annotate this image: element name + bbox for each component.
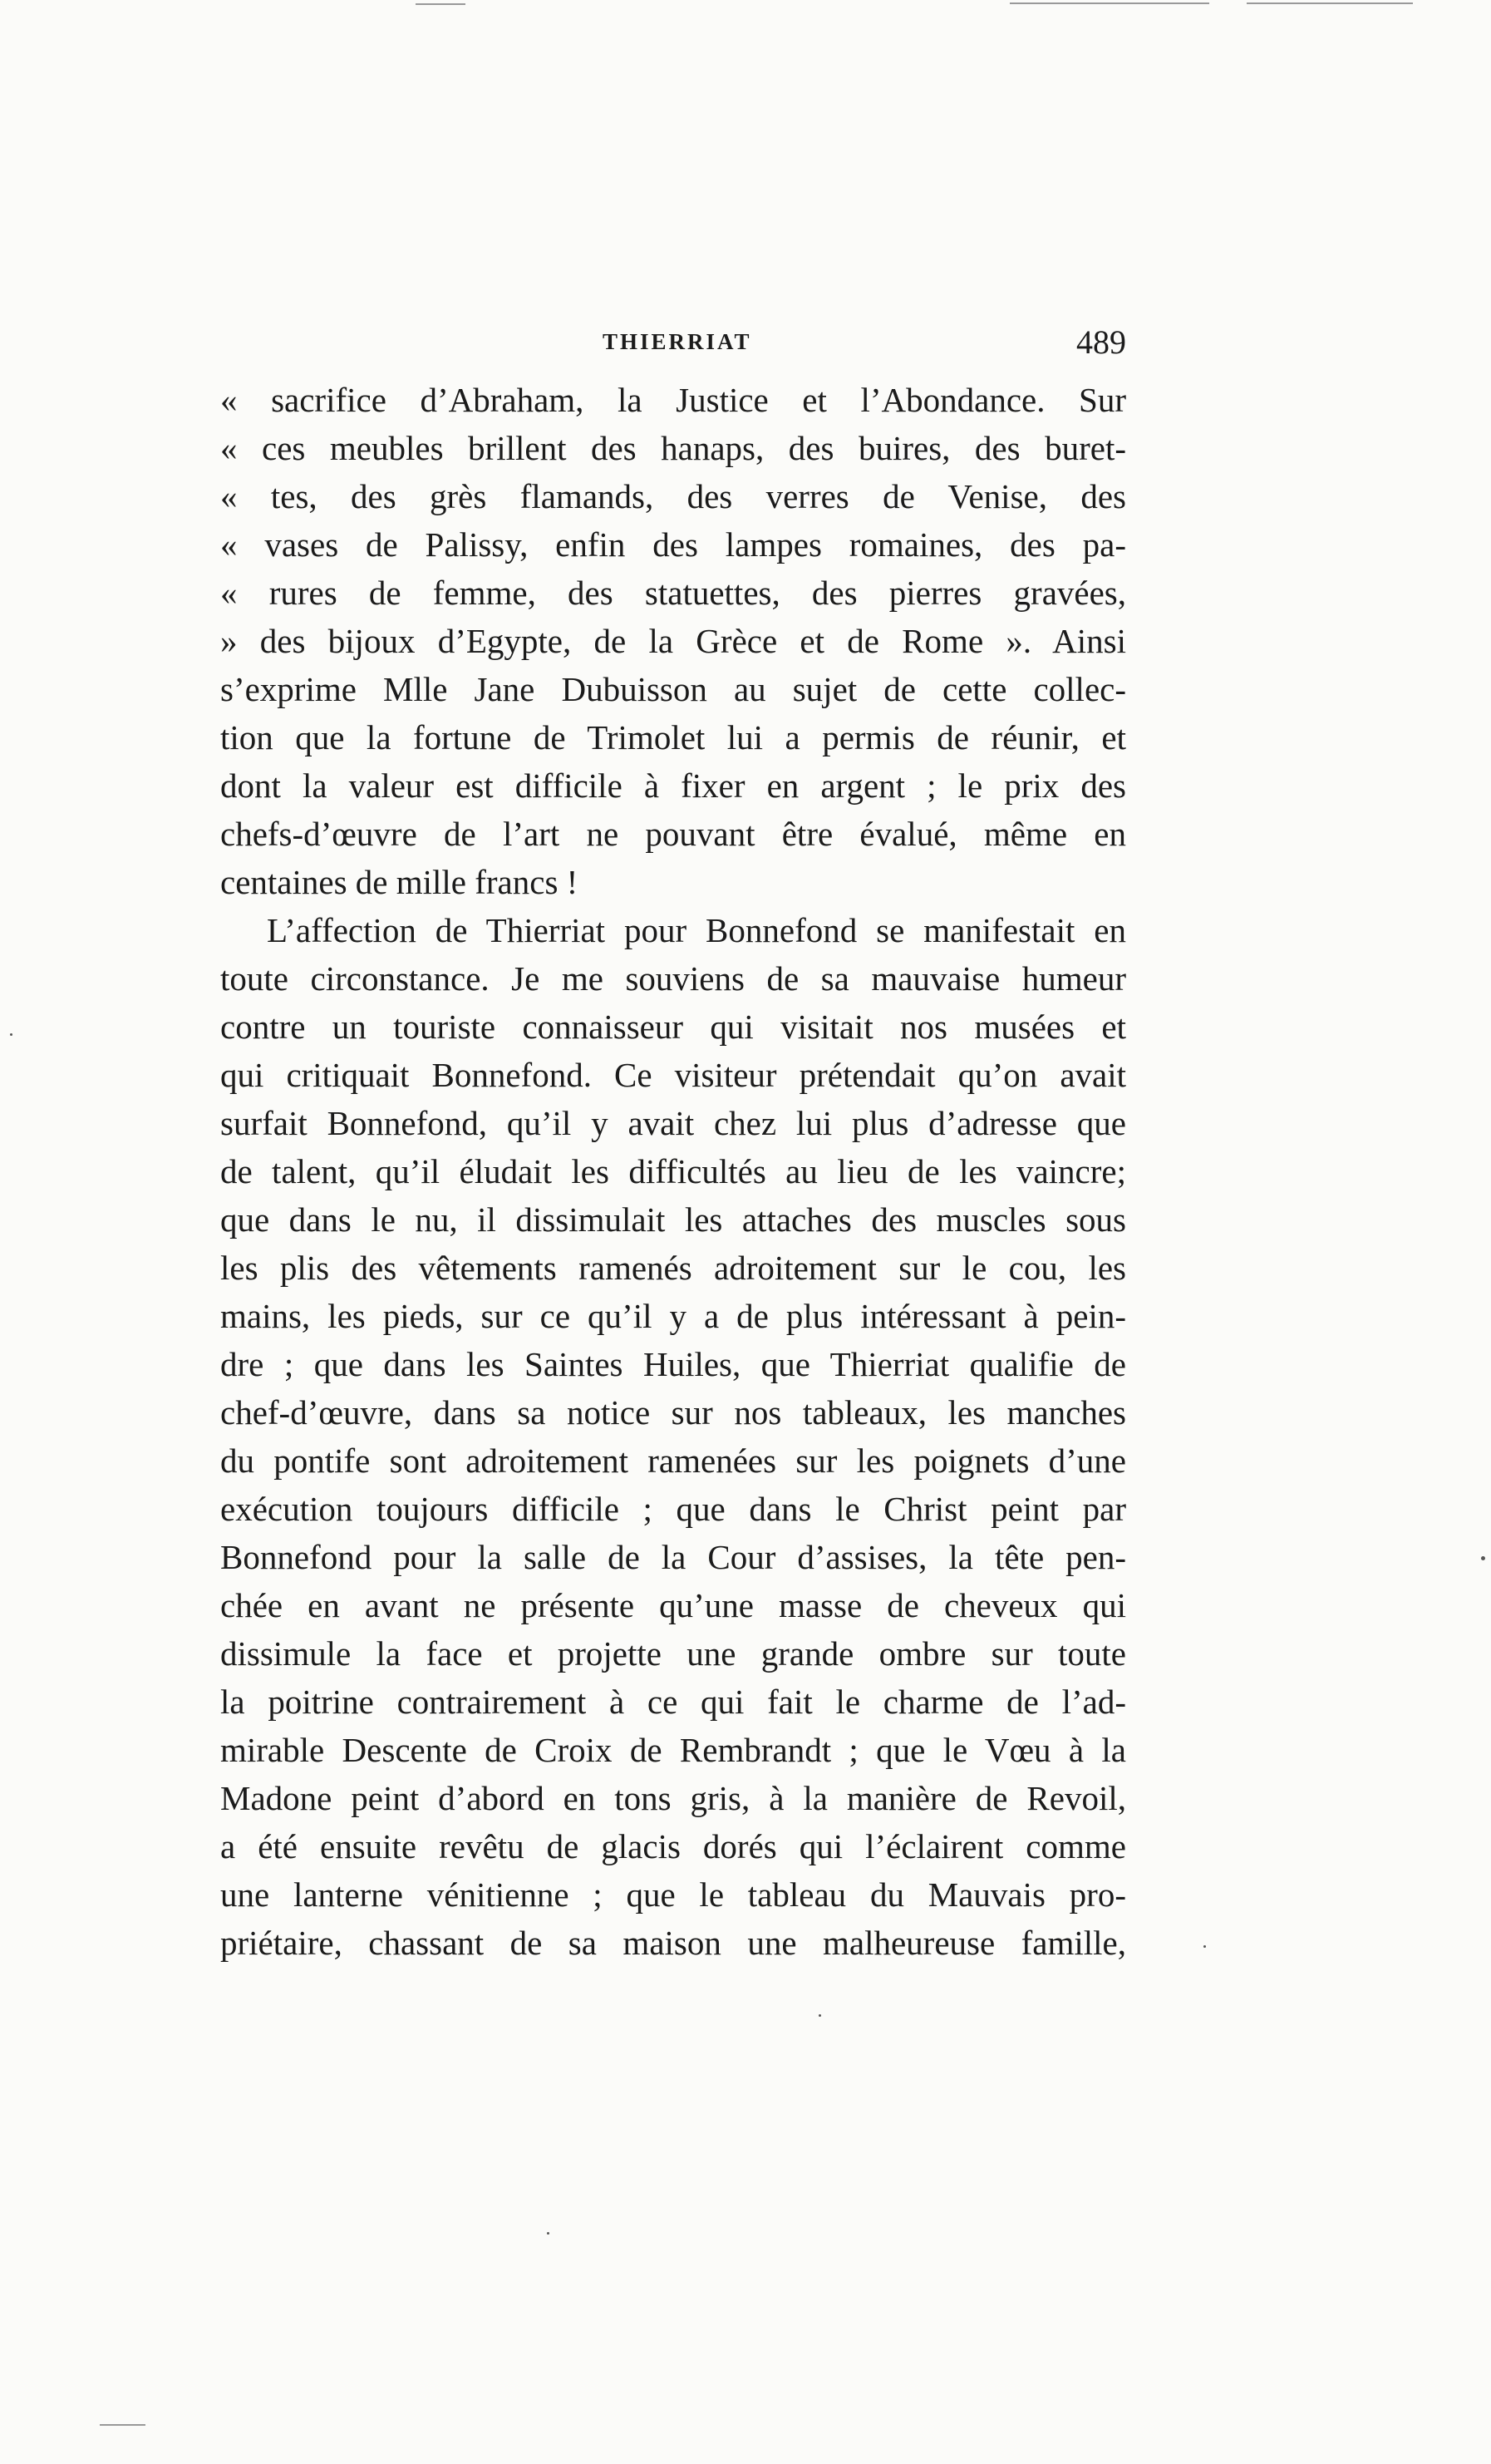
paragraph-start-line: L’affection de Thierriat pour Bonnefond se manifestait en bbox=[267, 911, 1126, 949]
text-line: tion que la fortune de Trimolet lui a permis de réunir, et bbox=[220, 718, 1126, 756]
text-line: chée en avant ne présente qu’une masse de cheveux qui bbox=[220, 1586, 1126, 1624]
text-line: que dans le nu, il dissimulait les attaches des muscles sous bbox=[220, 1200, 1126, 1239]
text-line: les plis des vêtements ramenés adroitement sur le cou, les bbox=[220, 1249, 1126, 1287]
body-text bbox=[220, 376, 1126, 1967]
text-line: » des bijoux d’Egypte, de la Grèce et de Rome ». Ainsi bbox=[220, 622, 1126, 660]
text-line: Bonnefond pour la salle de la Cour d’assises, la tête pen- bbox=[220, 1538, 1126, 1576]
top-edge-mark bbox=[416, 3, 465, 5]
text-line: Madone peint d’abord en tons gris, à la manière de Revoil, bbox=[220, 1779, 1126, 1817]
text-line: « rures de femme, des statuettes, des pierres gravées, bbox=[220, 574, 1126, 612]
text-line: centaines de mille francs ! bbox=[220, 863, 578, 901]
text-line: dissimule la face et projette une grande ombre sur toute bbox=[220, 1634, 1126, 1673]
text-line: mains, les pieds, sur ce qu’il y a de plus intéressant à pein- bbox=[220, 1297, 1126, 1335]
paper-speck bbox=[547, 2232, 549, 2235]
text-line: dont la valeur est difficile à fixer en argent ; le prix des bbox=[220, 766, 1126, 805]
paper-speck bbox=[10, 1033, 12, 1036]
text-line: dre ; que dans les Saintes Huiles, que Thierriat qualifie de bbox=[220, 1345, 1126, 1383]
paper-speck bbox=[819, 2014, 821, 2017]
running-head bbox=[220, 323, 1126, 364]
text-line: « tes, des grès flamands, des verres de Venise, des bbox=[220, 477, 1126, 515]
text-line: chefs-d’œuvre de l’art ne pouvant être évalué, même en bbox=[220, 815, 1126, 853]
paper-speck bbox=[1203, 1945, 1206, 1948]
text-line: du pontife sont adroitement ramenées sur les poignets d’une bbox=[220, 1441, 1126, 1480]
text-line: toute circonstance. Je me souviens de sa mauvaise humeur bbox=[220, 959, 1126, 998]
paper-speck bbox=[1481, 1556, 1485, 1560]
text-line: une lanterne vénitienne ; que le tableau du Mauvais pro- bbox=[220, 1875, 1126, 1914]
top-edge-rule-2 bbox=[1247, 2, 1413, 4]
text-line: « sacrifice d’Abraham, la Justice et l’Abondance. Sur bbox=[220, 381, 1126, 419]
top-edge-rule bbox=[1010, 2, 1209, 4]
text-line: « vases de Palissy, enfin des lampes romaines, des pa- bbox=[220, 525, 1126, 564]
text-line: mirable Descente de Croix de Rembrandt ; que le Vœu à la bbox=[220, 1731, 1126, 1769]
text-line: contre un touriste connaisseur qui visitait nos musées et bbox=[220, 1008, 1126, 1046]
running-title: THIERRIAT bbox=[603, 329, 752, 354]
text-line: s’exprime Mlle Jane Dubuisson au sujet de cette collec- bbox=[220, 670, 1126, 708]
page-number: 489 bbox=[1076, 323, 1126, 361]
text-line: exécution toujours difficile ; que dans le Christ peint par bbox=[220, 1490, 1126, 1528]
text-line: qui critiquait Bonnefond. Ce visiteur prétendait qu’on avait bbox=[220, 1056, 1126, 1094]
text-line: surfait Bonnefond, qu’il y avait chez lui plus d’adresse que bbox=[220, 1104, 1126, 1142]
text-line: de talent, qu’il éludait les difficultés au lieu de les vaincre; bbox=[220, 1152, 1126, 1190]
text-line: « ces meubles brillent des hanaps, des buires, des buret- bbox=[220, 429, 1126, 467]
text-line: la poitrine contrairement à ce qui fait le charme de l’ad- bbox=[220, 1683, 1126, 1721]
bottom-edge-rule bbox=[100, 2424, 145, 2426]
text-line: chef-d’œuvre, dans sa notice sur nos tableaux, les manches bbox=[220, 1393, 1126, 1432]
text-line: priétaire, chassant de sa maison une malheureuse famille, bbox=[220, 1924, 1126, 1962]
text-line: a été ensuite revêtu de glacis dorés qui l’éclairent comme bbox=[220, 1827, 1126, 1865]
